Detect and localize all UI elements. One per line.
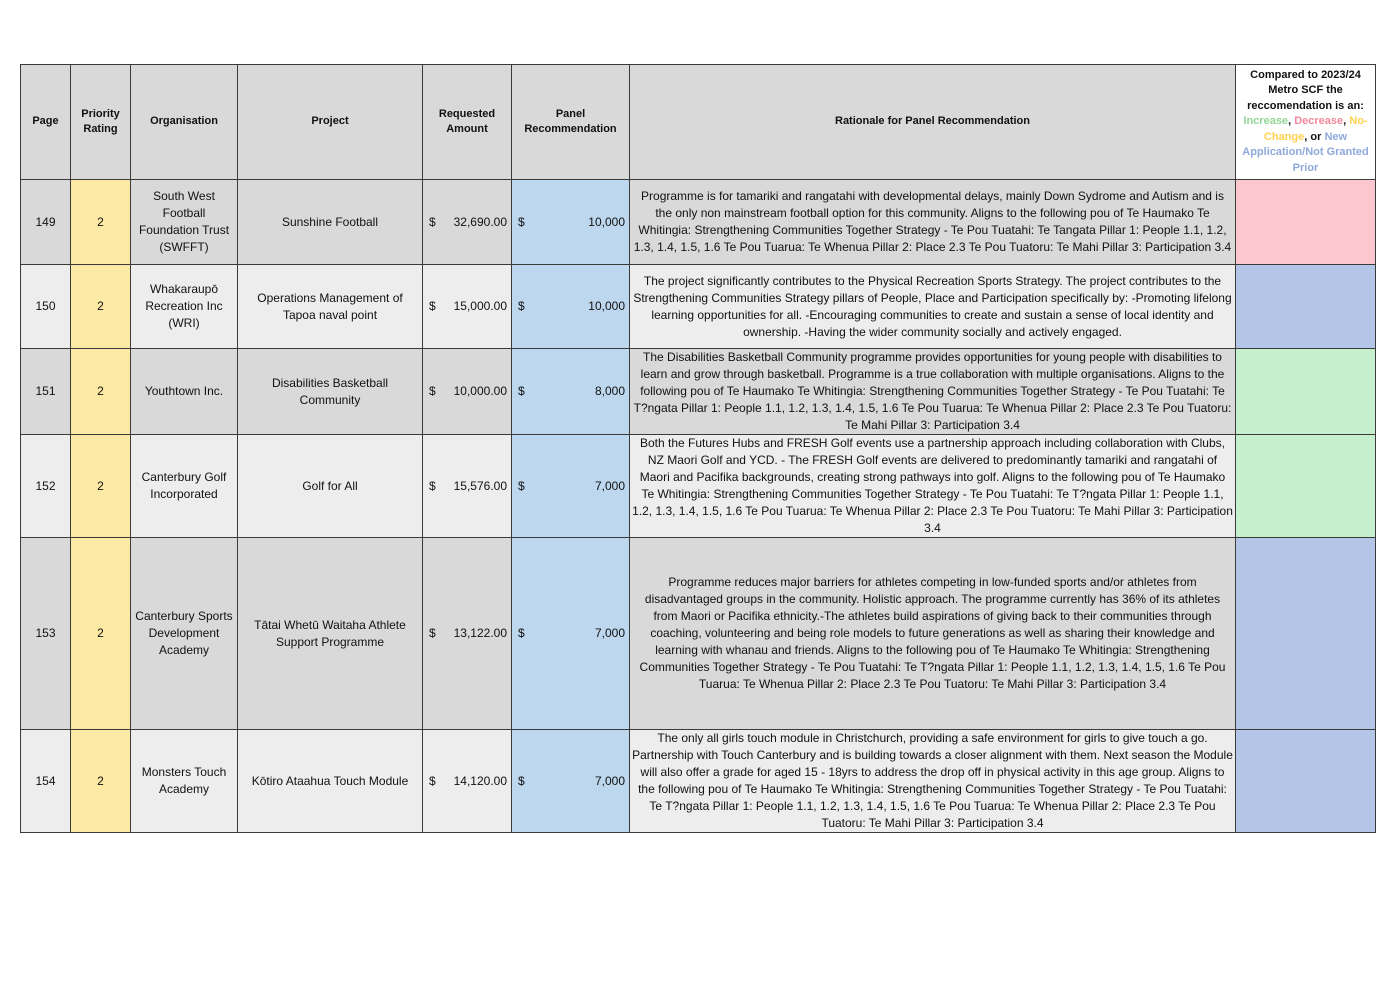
cell-status bbox=[1236, 538, 1376, 730]
cell-page: 154 bbox=[21, 730, 71, 833]
cell-page: 150 bbox=[21, 265, 71, 349]
table-row bbox=[21, 349, 1376, 435]
header-row bbox=[21, 65, 1376, 180]
cell-status bbox=[1236, 730, 1376, 833]
currency-symbol: $ bbox=[429, 626, 436, 640]
legend-increase: Increase bbox=[1243, 115, 1289, 128]
cell-project: Operations Management of Tapoa naval point bbox=[238, 265, 423, 349]
cell-project: Disabilities Basketball Community bbox=[238, 349, 423, 435]
currency-symbol: $ bbox=[429, 299, 436, 313]
amount: 10,000 bbox=[588, 299, 625, 313]
col-header-project: Project bbox=[238, 65, 423, 180]
cell-requested bbox=[423, 180, 512, 265]
table-row bbox=[21, 180, 1376, 265]
legend-or: , or bbox=[1304, 130, 1322, 143]
col-header-organisation: Organisation bbox=[131, 65, 238, 180]
cell-project: Golf for All bbox=[238, 435, 423, 538]
amount: 10,000.00 bbox=[453, 384, 507, 398]
comparison-prefix: Compared to 2023/24 Metro SCF the reccomendation is an: bbox=[1247, 68, 1364, 112]
cell-organisation: Youthtown Inc. bbox=[131, 349, 238, 435]
cell-organisation: Monsters Touch Academy bbox=[131, 730, 238, 833]
legend-sep-1: , bbox=[1288, 115, 1292, 128]
cell-panel bbox=[512, 180, 630, 265]
cell-panel bbox=[512, 265, 630, 349]
currency-symbol: $ bbox=[429, 384, 436, 398]
currency-symbol: $ bbox=[429, 773, 436, 788]
currency-symbol: $ bbox=[518, 478, 525, 493]
cell-requested bbox=[423, 435, 512, 538]
cell-page: 152 bbox=[21, 435, 71, 538]
cell-page: 151 bbox=[21, 349, 71, 435]
col-header-requested: Requested Amount bbox=[423, 65, 512, 180]
currency-symbol: $ bbox=[518, 299, 525, 313]
cell-priority: 2 bbox=[71, 180, 131, 265]
cell-status bbox=[1236, 349, 1376, 435]
cell-rationale: The Disabilities Basketball Community programme provides opportunities for young people with disabilities to learn and grow through basketball. Programme is a true collaboration with multiple organisations. Aligns to the following pou of Te Haumako Te Whitingia: Strengthening Communities Together Strategy - Te Pou Tuatahi: Te T?ngata Pillar 1: People 1.1, 1.2, 1.3, 1.4, 1.5, 1.6 Te Pou Tuarua: Te Whenua Pillar 2: Place 2.3 Te Pou Tuatoru: Te Mahi Pillar 3: Participation 3.4 bbox=[630, 349, 1236, 435]
cell-project: Sunshine Football bbox=[238, 180, 423, 265]
cell-page: 149 bbox=[21, 180, 71, 265]
cell-requested bbox=[423, 265, 512, 349]
amount: 7,000 bbox=[594, 478, 625, 493]
amount: 14,120.00 bbox=[453, 773, 507, 788]
currency-symbol: $ bbox=[429, 478, 436, 493]
cell-panel bbox=[512, 435, 630, 538]
legend-sep-2: , bbox=[1343, 115, 1347, 128]
currency-symbol: $ bbox=[518, 384, 525, 398]
currency-symbol: $ bbox=[518, 773, 525, 788]
cell-panel bbox=[512, 349, 630, 435]
amount: 8,000 bbox=[594, 384, 625, 398]
col-header-page: Page bbox=[21, 65, 71, 180]
cell-status bbox=[1236, 180, 1376, 265]
amount: 15,576.00 bbox=[453, 478, 507, 493]
amount: 10,000 bbox=[588, 214, 625, 229]
cell-priority: 2 bbox=[71, 349, 131, 435]
cell-organisation: Whakaraupō Recreation Inc (WRI) bbox=[131, 265, 238, 349]
cell-priority: 2 bbox=[71, 265, 131, 349]
cell-requested bbox=[423, 538, 512, 730]
cell-page: 153 bbox=[21, 538, 71, 730]
cell-status bbox=[1236, 435, 1376, 538]
cell-panel bbox=[512, 730, 630, 833]
col-header-priority: Priority Rating bbox=[71, 65, 131, 180]
col-header-comparison bbox=[1236, 65, 1376, 180]
legend-decrease: Decrease bbox=[1294, 115, 1344, 128]
currency-symbol: $ bbox=[518, 626, 525, 640]
col-header-rationale: Rationale for Panel Recommendation bbox=[630, 65, 1236, 180]
cell-priority: 2 bbox=[71, 538, 131, 730]
cell-priority: 2 bbox=[71, 435, 131, 538]
amount: 13,122.00 bbox=[453, 626, 507, 640]
cell-organisation: South West Football Foundation Trust (SWFFT) bbox=[131, 180, 238, 265]
legend-new: New Application/Not Granted Prior bbox=[1242, 130, 1369, 174]
col-header-panel: Panel Recommendation bbox=[512, 65, 630, 180]
cell-rationale: Both the Futures Hubs and FRESH Golf events use a partnership approach including collaboration with Clubs, NZ Maori Golf and YCD. - The FRESH Golf events are delivered to predominantly tamariki and rangatahi of Maori and Pacifika backgrounds, creating strong pathways into golf. Aligns to the following pou of Te Haumako Te Whitingia: Strengthening Communities Together Strategy - Te Pou Tuatahi: Te T?ngata Pillar 1: People 1.1, 1.2, 1.3, 1.4, 1.5, 1.6 Te Pou Tuarua: Te Whenua Pillar 2: Place 2.3 Te Pou Tuatoru: Te Mahi Pillar 3: Participation 3.4 bbox=[630, 435, 1236, 538]
cell-requested bbox=[423, 730, 512, 833]
amount: 7,000 bbox=[594, 773, 625, 788]
amount: 32,690.00 bbox=[453, 214, 507, 229]
cell-requested bbox=[423, 349, 512, 435]
cell-rationale: Programme reduces major barriers for athletes competing in low-funded sports and/or athletes from disadvantaged groups in the community. Holistic approach. The programme currently has 36% of its athletes from Maori or Pacifika ethnicity.-The athletes build aspirations of giving back to their communities through coaching, volunteering and being role models to future generations as well as sharing their knowledge and learning with whanau and friends. Aligns to the following pou of Te Haumako Te Whitingia: Strengthening Communities Together Strategy - Te Pou Tuatahi: Te T?ngata Pillar 1: People 1.1, 1.2, 1.3, 1.4, 1.5, 1.6 Te Pou Tuarua: Te Whenua Pillar 2: Place 2.3 Te Pou Tuatoru: Te Mahi Pillar 3: Participation 3.4 bbox=[630, 538, 1236, 730]
cell-project: Tātai Whetū Waitaha Athlete Support Programme bbox=[238, 538, 423, 730]
amount: 15,000.00 bbox=[453, 299, 507, 313]
currency-symbol: $ bbox=[518, 214, 525, 229]
table-row bbox=[21, 730, 1376, 833]
cell-organisation: Canterbury Golf Incorporated bbox=[131, 435, 238, 538]
currency-symbol: $ bbox=[429, 214, 436, 229]
cell-organisation: Canterbury Sports Development Academy bbox=[131, 538, 238, 730]
table-row bbox=[21, 265, 1376, 349]
table-row bbox=[21, 435, 1376, 538]
cell-project: Kōtiro Ataahua Touch Module bbox=[238, 730, 423, 833]
cell-rationale: The project significantly contributes to the Physical Recreation Sports Strategy. The project contributes to the Strengthening Communities Strategy pillars of People, Place and Participation specifically by: -Promoting lifelong learning opportunities for all. -Encouraging communities to create and sustain a sense of local identity and ownership. -Having the wider community socially and actively engaged. bbox=[630, 265, 1236, 349]
cell-priority: 2 bbox=[71, 730, 131, 833]
amount: 7,000 bbox=[594, 626, 625, 640]
cell-status bbox=[1236, 265, 1376, 349]
cell-panel bbox=[512, 538, 630, 730]
cell-rationale: Programme is for tamariki and rangatahi with developmental delays, mainly Down Sydrome and Autism and is the only non mainstream football option for this community. Aligns to the following pou of Te Haumako Te Whitingia: Strengthening Communities Together Strategy - Te Pou Tuatahi: Te Tangata Pillar 1: People 1.1, 1.2, 1.3, 1.4, 1.5, 1.6 Te Pou Tuarua: Te Whenua Pillar 2: Place 2.3 Te Pou Tuatoru: Te Mahi Pillar 3: Participation 3.4 bbox=[630, 180, 1236, 265]
legend-no-change: No-Change bbox=[1263, 115, 1368, 143]
table-row bbox=[21, 538, 1376, 730]
funding-recommendations-table bbox=[20, 64, 1376, 833]
cell-rationale: The only all girls touch module in Christchurch, providing a safe environment for girls to give touch a go. Partnership with Touch Canterbury and is building towards a closer alignment with them. Next season the Module will also offer a grade for aged 15 - 18yrs to address the drop off in physical activity in this age group. Aligns to the following pou of Te Haumako Te Whitingia: Strengthening Communities Together Strategy - Te Pou Tuatahi: Te T?ngata Pillar 1: People 1.1, 1.2, 1.3, 1.4, 1.5, 1.6 Te Pou Tuarua: Te Whenua Pillar 2: Place 2.3 Te Pou Tuatoru: Te Mahi Pillar 3: Participation 3.4 bbox=[630, 730, 1236, 833]
